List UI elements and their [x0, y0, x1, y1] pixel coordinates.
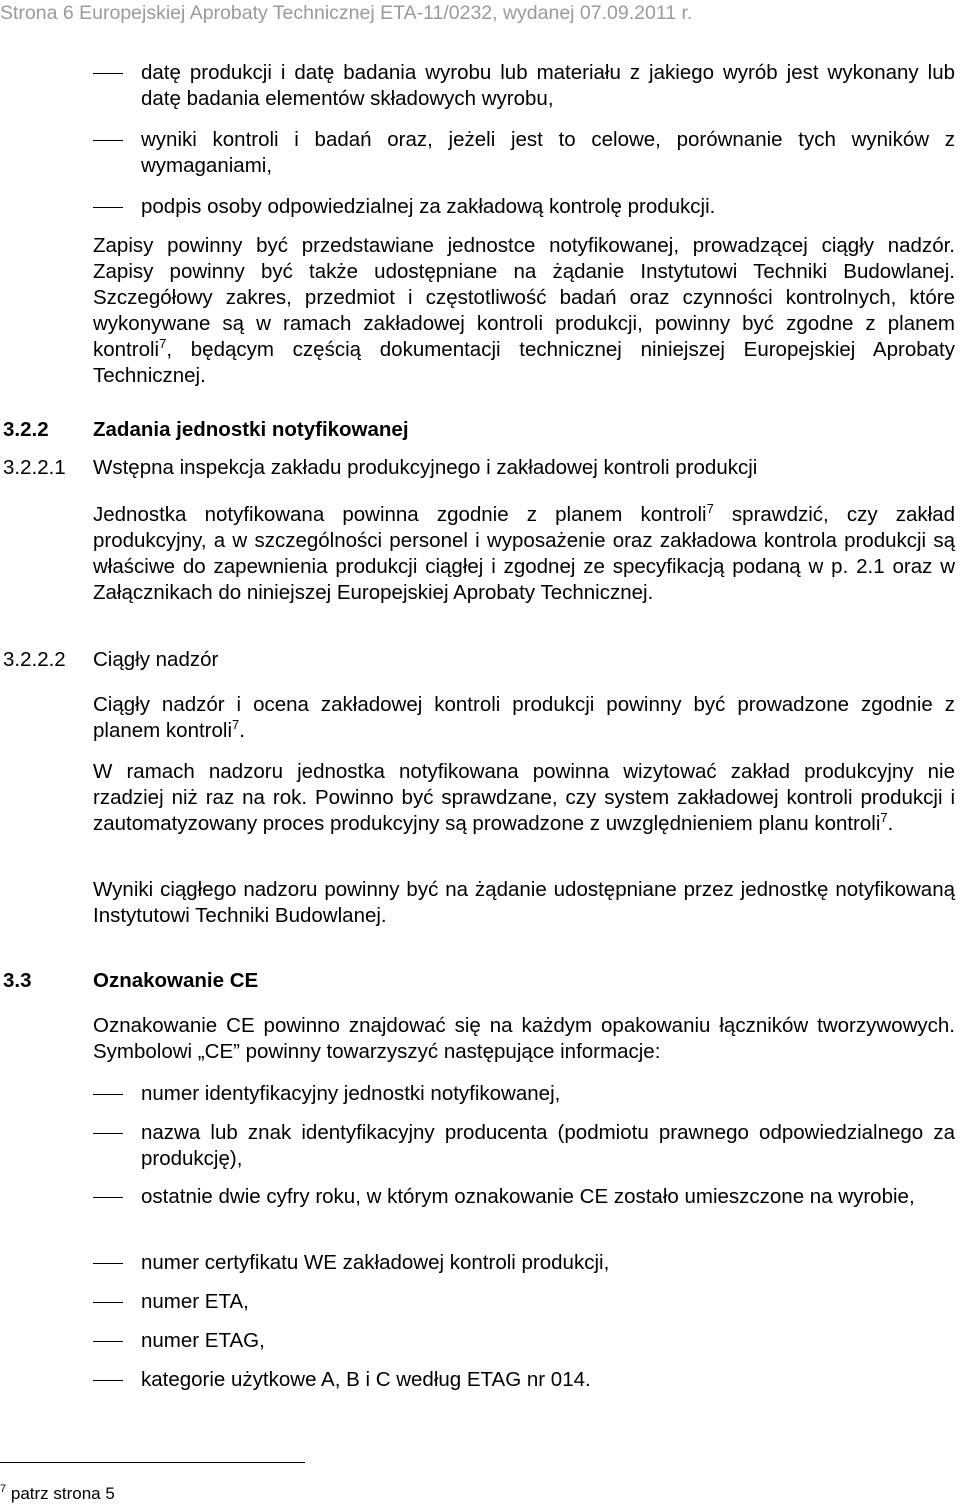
list-item-text: kategorie użytkowe A, B i C według ETAG nr 014. [141, 1368, 591, 1391]
list-item-text: numer certyfikatu WE zakładowej kontroli produkcji, [141, 1251, 610, 1274]
dash-bullet [93, 207, 123, 208]
list-item-text: datę produkcji i datę badania wyrobu lub materiału z jakiego wyrób jest wykonany lub datę badania elementów składowych wyrobu, [141, 61, 955, 110]
list-item [93, 1250, 955, 1276]
list-item [93, 127, 955, 177]
list-item-text: nazwa lub znak identyfikacyjny producenta (podmiotu prawnego odpowiedzialnego za produkcję), [141, 1121, 955, 1170]
dash-bullet [93, 1263, 123, 1264]
list-item-text: numer ETAG, [141, 1329, 265, 1352]
paragraph-initial-inspection: Jednostka notyfikowana powinna zgodnie z planem kontroli$^7$ sprawdzić, czy zakład produkcyjny, a w szczególności personel i wyposażenie oraz zakładowa kontrola produkcji są właściwe do zapewnienia produkcji ciągłej i zgodnej ze specyfikacją podaną w p. 2.1 oraz w Załącznikach do niniejszej Europejskiej Aprobaty Technicznej. [93, 501, 955, 604]
list-item-text: wyniki kontroli i badań oraz, jeżeli jest to celowe, porównanie tych wyników z wymaganiami, [141, 128, 955, 177]
paragraph-records: Zapisy powinny być przedstawiane jednostce notyfikowanej, prowadzącej ciągły nadzór. Zapisy powinny być także udostępniane na żądanie Instytutowi Techniki Budowlanej. Szczegółowy zakres, przedmiot i częstotliwość badań oraz czynności kontrolnych, które wykonywane są w ramach zakładowej kontroli produkcji, powinny być zgodne z planem kontroli$^7$, będącym częścią dokumentacji technicznej niniejszej Europejskiej Aprobaty Technicznej. [93, 234, 955, 387]
footnote-separator [0, 1462, 305, 1463]
paragraph-ce-marking: Oznakowanie CE powinno znajdować się na każdym opakowaniu łączników tworzywowych. Symbolowi „CE” powinny towarzyszyć następujące informacje: [93, 1014, 955, 1063]
dash-bullet [93, 1302, 123, 1303]
footnote-ref: 7 [880, 810, 888, 825]
list-item [93, 1328, 955, 1354]
subsection-heading-3221: 3.2.2.1 Wstępna inspekcja zakładu produkcyjnego i zakładowej kontroli produkcji [3, 456, 758, 479]
dash-bullet [93, 1380, 123, 1381]
section-heading-33: 3.3 Oznakowanie CE [3, 969, 259, 992]
paragraph-surveillance-2: W ramach nadzoru jednostka notyfikowana powinna wizytować zakład produkcyjny nie rzadziej niż raz na rok. Powinno być sprawdzane, czy system zakładowej kontroli produkcji i zautomatyzowany proces produkcyjny są prowadzone z uwzględnieniem planu kontroli$^7$. [93, 760, 955, 835]
list-item [93, 1184, 955, 1210]
footnote-ref: 7 [232, 717, 240, 732]
dash-bullet [93, 73, 123, 74]
paragraph-surveillance-3: Wyniki ciągłego nadzoru powinny być na żądanie udostępniane przez jednostkę notyfikowaną Instytutowi Techniki Budowlanej. [93, 878, 955, 927]
list-item-text: ostatnie dwie cyfry roku, w którym oznakowanie CE zostało umieszczone na wyrobie, [141, 1185, 915, 1208]
list-item [93, 194, 955, 220]
footnote-ref: 7 [159, 336, 167, 351]
footnote [0, 1484, 115, 1504]
section-heading-322: 3.2.2 Zadania jednostki notyfikowanej [3, 418, 409, 441]
footnote-mark: 7 [0, 1483, 7, 1495]
list-item [93, 1120, 955, 1170]
list-item-text: numer identyfikacyjny jednostki notyfikowanej, [141, 1082, 561, 1105]
dash-bullet [93, 1341, 123, 1342]
page-header: Strona 6 Europejskiej Aprobaty Technicznej ETA-11/0232, wydanej 07.09.2011 r. [0, 2, 693, 24]
subsection-heading-3222: 3.2.2.2 Ciągły nadzór [3, 648, 219, 671]
paragraph-surveillance-1: Ciągły nadzór i ocena zakładowej kontroli produkcji powinny być prowadzone zgodnie z planem kontroli$^7$. [93, 693, 955, 742]
list-item [93, 1289, 955, 1315]
list-item-text: numer ETA, [141, 1290, 249, 1313]
list-item [93, 1081, 955, 1107]
dash-bullet [93, 1094, 123, 1095]
list-item [93, 1367, 955, 1393]
dash-bullet [93, 140, 123, 141]
dash-bullet [93, 1197, 123, 1198]
list-item [93, 60, 955, 110]
footnote-text: patrz strona 5 [10, 1484, 115, 1503]
footnote-ref: 7 [706, 501, 714, 516]
list-item-text: podpis osoby odpowiedzialnej za zakładową kontrolę produkcji. [141, 195, 716, 218]
dash-bullet [93, 1133, 123, 1134]
